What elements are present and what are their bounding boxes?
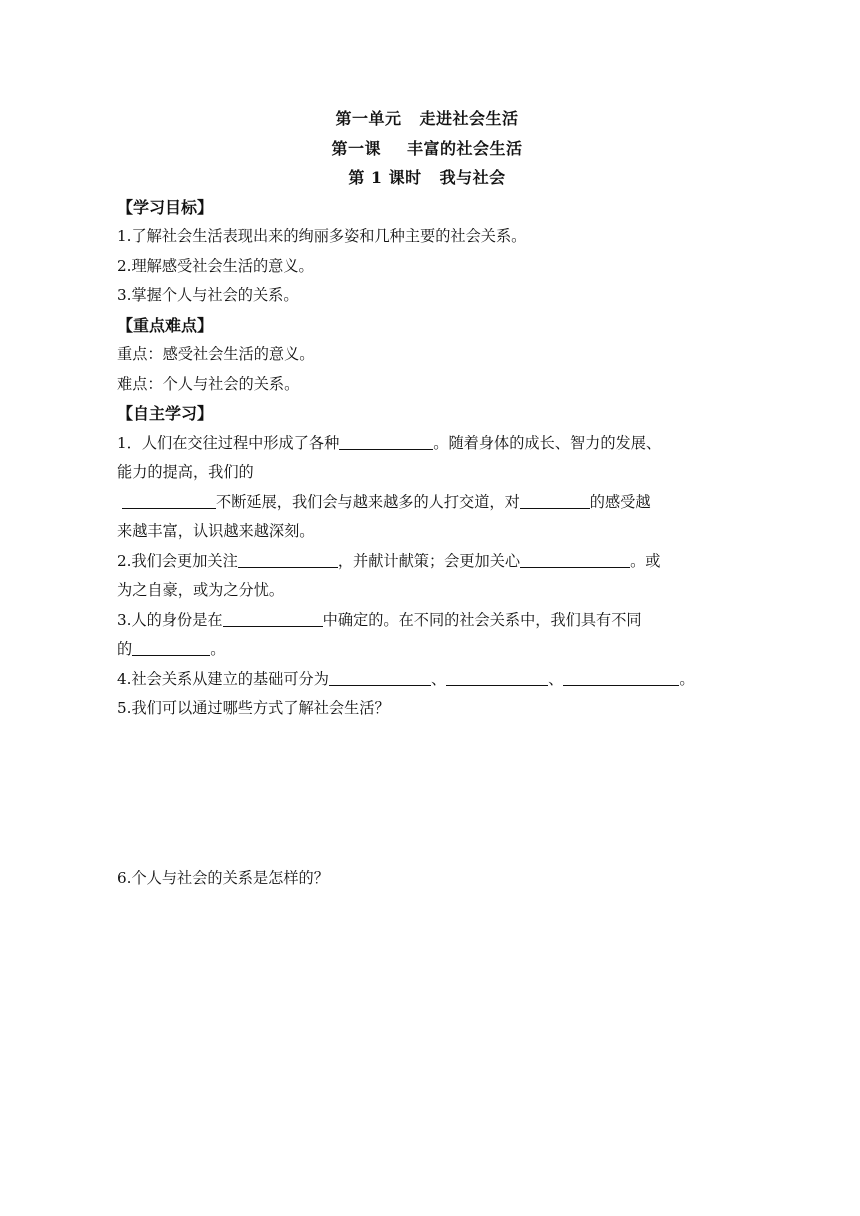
lesson-name: 丰富的社会生活: [407, 138, 523, 158]
unit-title: [117, 104, 737, 134]
question-2: 2.我们会更加关注 ，并献计献策；会更加关心 。或 为之自豪，或为之分忧。: [117, 551, 661, 599]
fill-blank[interactable]: [446, 669, 548, 686]
fill-blank[interactable]: [520, 492, 590, 509]
period-name: 我与社会: [439, 168, 506, 187]
objective-item: 2.理解感受社会生活的意义。: [117, 256, 314, 275]
answer-space[interactable]: [117, 724, 737, 864]
fill-blank[interactable]: [132, 639, 210, 656]
lesson-label: 第一课: [331, 138, 381, 158]
fill-blank[interactable]: [329, 669, 431, 686]
fill-blank[interactable]: [223, 610, 323, 627]
question-4: 4.社会关系从建立的基础可分为 、 、 。: [117, 669, 695, 688]
fill-blank[interactable]: [563, 669, 679, 686]
fill-blank[interactable]: [238, 551, 338, 568]
question-5: 5.我们可以通过哪些方式了解社会生活？: [117, 699, 390, 717]
fill-blank[interactable]: [122, 492, 216, 509]
worksheet-page: [117, 104, 737, 893]
objectives-heading: 【学习目标】: [117, 197, 214, 217]
period-label: 第 1 课时: [348, 168, 422, 187]
period-title: [117, 163, 737, 193]
question-3: 3.人的身份是在 中确定的。在不同的社会关系中，我们具有不同 的 。: [117, 610, 642, 658]
lesson-title: [117, 134, 737, 164]
question-1: 1．人们在交往过程中形成了各种 。随着身体的成长、智力的发展、 能力的提高，我们的 不断延展，我们会与越来越多的人打交道，对 的感受越 来越丰富，认识越来越深刻。: [117, 433, 662, 540]
difficult-point-item: 难点：个人与社会的关系。: [117, 374, 300, 393]
unit-label: 第一单元: [335, 109, 402, 128]
self-study-heading: 【自主学习】: [117, 404, 214, 423]
key-points-heading: 【重点难点】: [117, 315, 214, 335]
objective-item: 3.掌握个人与社会的关系。: [117, 286, 299, 304]
unit-name: 走进社会生活: [419, 109, 519, 128]
fill-blank[interactable]: [339, 433, 433, 450]
fill-blank[interactable]: [520, 551, 630, 568]
objective-item: 1.了解社会生活表现出来的绚丽多姿和几种主要的社会关系。: [117, 227, 527, 245]
question-6: 6.个人与社会的关系是怎样的？: [117, 868, 329, 887]
key-point-item: 重点：感受社会生活的意义。: [117, 345, 315, 363]
